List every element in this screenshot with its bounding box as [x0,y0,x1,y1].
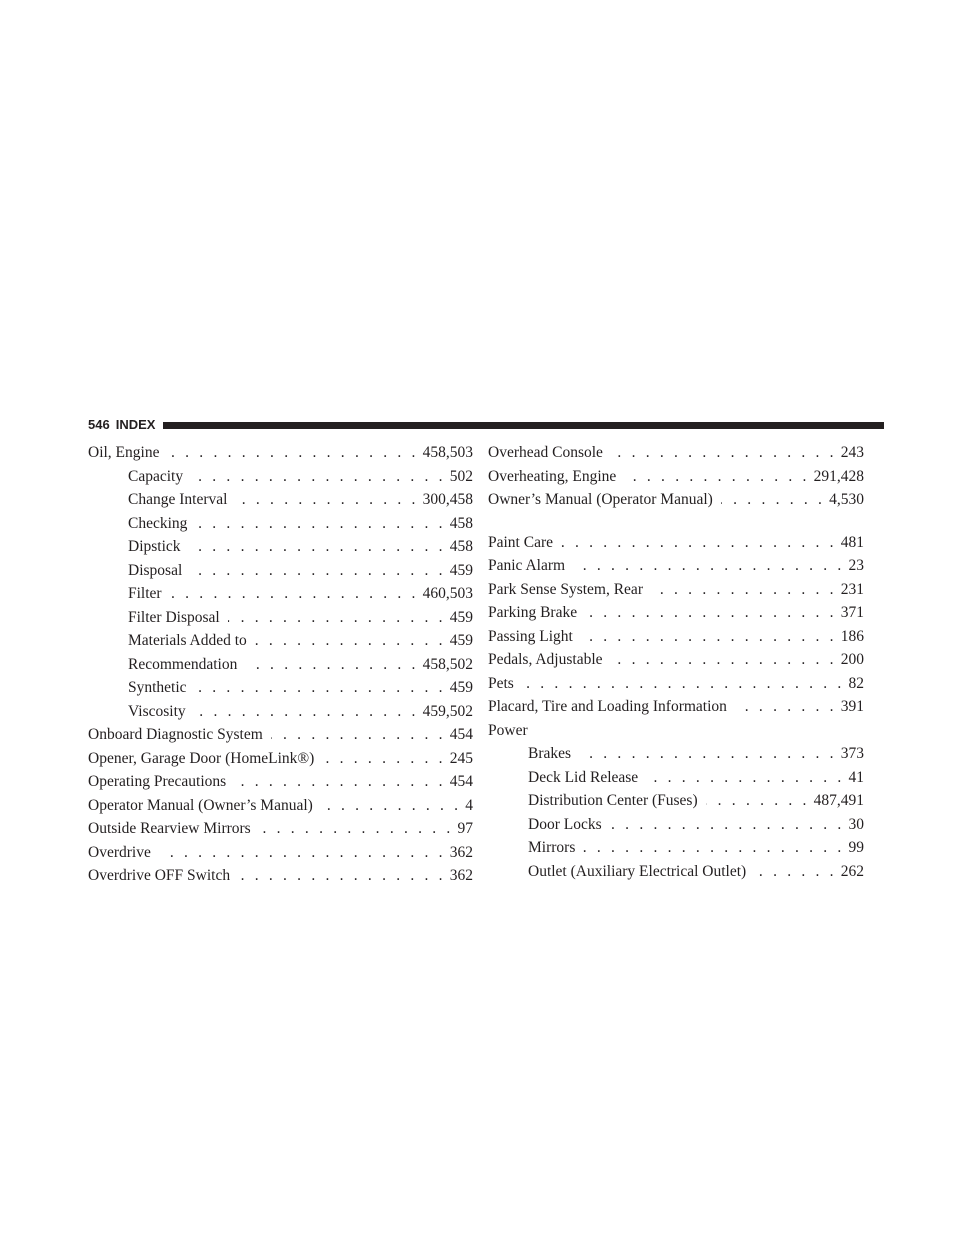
dot-leader [561,531,837,555]
index-column-left [88,441,473,888]
entry-label: Overheating, Engine [488,467,617,485]
index-subentry [488,766,864,790]
dot-leader [721,488,825,512]
entry-label: Recommendation [128,655,238,673]
entry-page-ref: 97 [457,820,473,837]
entry-label: Operating Precautions [88,773,227,790]
entry-page-ref: 391 [840,698,864,715]
entry-page-ref: 454 [449,773,473,790]
index-subentry [488,742,864,766]
dot-leader [259,817,454,841]
dot-leader [189,535,446,559]
dot-leader [579,742,837,766]
entry-label: Panic Alarm [488,557,566,574]
index-subentry [88,676,473,700]
dot-leader [195,512,445,536]
index-subentry [88,582,473,606]
entry-label: Overhead Console [488,444,603,461]
entry-page-ref: 23 [848,557,864,574]
entry-page-ref: 502 [449,467,473,485]
entry-page-ref: 371 [840,604,864,621]
entry-label: Distribution Center (Fuses) [528,792,698,809]
dot-leader [581,625,837,649]
header-rule [163,422,884,429]
entry-label: Dipstick [128,538,181,555]
dot-leader [611,441,837,465]
entry-page-ref: 300,458 [422,491,473,508]
entry-page-ref: 459 [449,608,473,626]
dot-leader [255,629,446,653]
entry-page-ref: 245 [449,749,473,767]
index-entry [88,441,473,465]
entry-label: Pets [488,674,514,692]
dot-leader [271,723,446,747]
dot-leader [238,864,446,888]
index-entry [488,695,864,719]
entry-page-ref: 459 [449,561,473,579]
dot-leader [228,606,446,630]
entry-label: Park Sense System, Rear [488,580,643,598]
entry-label: Overdrive OFF Switch [88,867,231,884]
dot-leader [754,860,837,884]
dot-leader [245,653,418,677]
dot-leader [522,672,845,696]
entry-label: Disposal [128,561,183,579]
entry-page-ref: 200 [840,651,864,668]
index-entry [488,648,864,672]
entry-page-ref: 362 [449,867,473,884]
dot-leader [624,465,809,489]
section-title: INDEX [115,417,156,432]
dot-leader [583,836,844,860]
dot-leader [610,813,845,837]
entry-page-ref: 487,491 [813,792,864,809]
index-entry [88,723,473,747]
index-entry [488,601,864,625]
index-entry [488,719,864,743]
entry-label: Oil, Engine [88,444,160,461]
entry-page-ref: 458 [449,538,473,555]
dot-leader [191,465,446,489]
dot-leader [573,554,844,578]
dot-leader [170,582,419,606]
entry-label: Materials Added to [128,632,247,649]
entry-label: Paint Care [488,533,553,551]
index-subentry [88,606,473,630]
index-subentry [88,629,473,653]
index-subentry [88,465,473,489]
entry-page-ref: 231 [840,580,864,598]
index-column-right [488,441,864,883]
entry-label: Operator Manual (Owner’s Manual) [88,796,313,814]
index-subentry [88,559,473,583]
index-entry [488,531,864,555]
entry-label: Placard, Tire and Loading Information [488,698,727,715]
entry-page-ref: 454 [449,726,473,743]
dot-leader [322,747,445,771]
dot-leader [194,700,419,724]
entry-label: Opener, Garage Door (HomeLink®) [88,749,315,767]
entry-label: Outside Rearview Mirrors [88,820,251,837]
dot-leader [195,676,446,700]
entry-page-ref: 481 [840,533,864,551]
index-subentry [88,653,473,677]
dot-leader [234,770,446,794]
entry-label: Mirrors [528,839,576,856]
dot-leader [585,601,837,625]
dot-leader [159,841,446,865]
dot-leader [611,648,837,672]
entry-page-ref: 458,502 [422,655,473,673]
entry-label: Viscosity [128,702,186,720]
page-number: 546 [88,417,110,432]
entry-page-ref: 373 [840,745,864,762]
dot-leader [190,559,446,583]
index-entry [88,770,473,794]
entry-page-ref: 459 [449,679,473,696]
index-subentry [88,512,473,536]
dot-leader [706,789,810,813]
entry-page-ref: 362 [449,843,473,861]
dot-leader [646,766,844,790]
entry-page-ref: 82 [848,674,864,692]
entry-label: Change Interval [128,491,228,508]
entry-label: Synthetic [128,679,187,696]
entry-label: Parking Brake [488,604,578,621]
index-subentry [488,789,864,813]
index-entry [88,794,473,818]
page-header [88,415,884,435]
entry-page-ref: 99 [848,839,864,856]
entry-page-ref: 459 [449,632,473,649]
entry-page-ref: 459,502 [422,702,473,720]
entry-label: Filter [128,585,162,602]
entry-page-ref: 262 [840,862,864,880]
entry-label: Brakes [528,745,572,762]
entry-label: Checking [128,514,188,532]
entry-label: Passing Light [488,627,573,645]
index-subentry [88,535,473,559]
index-entry [488,441,864,465]
index-subentry [488,813,864,837]
dot-leader [651,578,837,602]
index-subentry [488,860,864,884]
entry-page-ref: 458,503 [422,444,473,461]
entry-page-ref: 460,503 [422,585,473,602]
entry-label: Door Locks [528,815,602,833]
entry-label: Pedals, Adjustable [488,651,603,668]
entry-label: Filter Disposal [128,608,220,626]
entry-label: Capacity [128,467,184,485]
entry-page-ref: 4,530 [829,491,864,508]
entry-page-ref: 458 [449,514,473,532]
index-entry [488,672,864,696]
index-entry [488,488,864,512]
entry-page-ref: 291,428 [813,467,864,485]
index-subentry [488,836,864,860]
entry-label: Owner’s Manual (Operator Manual) [488,491,713,508]
index-subentry [88,700,473,724]
entry-label: Overdrive [88,843,151,861]
dot-leader [167,441,418,465]
index-entry [88,817,473,841]
entry-page-ref: 186 [840,627,864,645]
index-entry [488,465,864,489]
index-entry [88,747,473,771]
index-entry [88,841,473,865]
index-entry [488,554,864,578]
index-entry [488,578,864,602]
dot-leader [735,695,837,719]
dot-leader [321,794,461,818]
entry-page-ref: 243 [840,444,864,461]
entry-page-ref: 4 [465,796,473,814]
index-subentry [88,488,473,512]
dot-leader [235,488,418,512]
entry-label: Deck Lid Release [528,768,639,786]
index-entry [488,625,864,649]
entry-label: Onboard Diagnostic System [88,726,263,743]
entry-page-ref: 30 [848,815,864,833]
entry-label: Outlet (Auxiliary Electrical Outlet) [528,862,747,880]
entry-label: Power [488,721,528,739]
index-entry [88,864,473,888]
entry-page-ref: 41 [848,768,864,786]
